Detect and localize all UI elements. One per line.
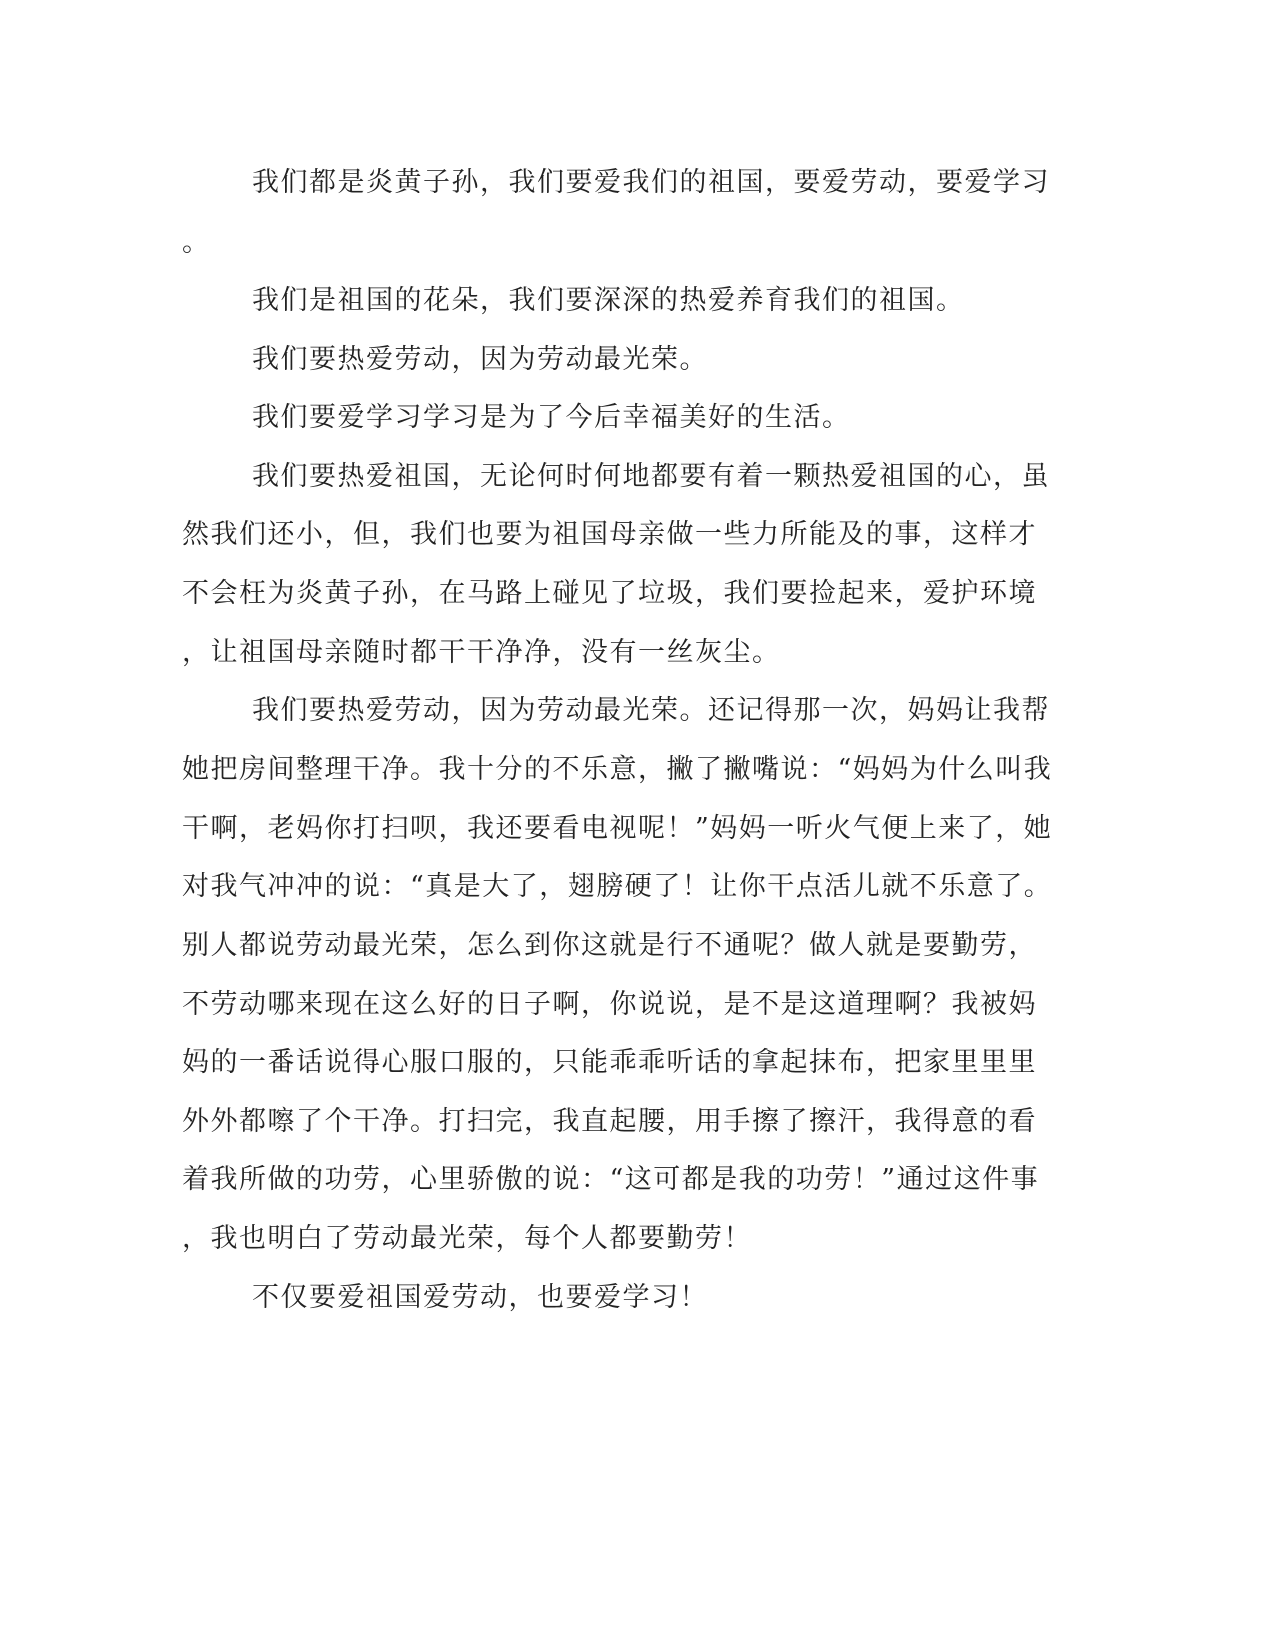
text-line: 干啊，老妈你打扫呗，我还要看电视呢！”妈妈一听火气便上来了，她 (182, 813, 1053, 844)
text-line: 对我气冲冲的说：“真是大了，翅膀硬了！让你干点活儿就不乐意了。 (182, 871, 1053, 902)
text-line: 不劳动哪来现在这么好的日子啊，你说说，是不是这道理啊？我被妈 (182, 989, 1037, 1020)
text-line: 妈的一番话说得心服口服的，只能乖乖听话的拿起抹布，把家里里里 (182, 1047, 1037, 1078)
text-line: 我们要热爱劳动，因为劳动最光荣。 (252, 344, 708, 375)
text-line: 别人都说劳动最光荣，怎么到你这就是行不通呢？做人就是要勤劳， (182, 930, 1037, 961)
text-line: 我们要爱学习学习是为了今后幸福美好的生活。 (252, 402, 851, 433)
text-line: 然我们还小，但，我们也要为祖国母亲做一些力所能及的事，这样才 (182, 519, 1037, 550)
text-line: 我们是祖国的花朵，我们要深深的热爱养育我们的祖国。 (252, 285, 965, 316)
text-line: 我们要热爱劳动，因为劳动最光荣。还记得那一次，妈妈让我帮 (252, 695, 1050, 726)
text-line: ，让祖国母亲随时都干干净净，没有一丝灰尘。 (182, 637, 781, 668)
text-line: ，我也明白了劳动最光荣，每个人都要勤劳！ (182, 1223, 752, 1254)
text-line: 不会枉为炎黄子孙，在马路上碰见了垃圾，我们要捡起来，爱护环境 (182, 578, 1037, 609)
text-line: 我们要热爱祖国，无论何时何地都要有着一颗热爱祖国的心，虽 (252, 461, 1050, 492)
text-line: 我们都是炎黄子孙，我们要爱我们的祖国，要爱劳动，要爱学习 (252, 167, 1050, 198)
text-line: 着我所做的功劳，心里骄傲的说：“这可都是我的功劳！”通过这件事 (182, 1164, 1040, 1195)
text-line: 不仅要爱祖国爱劳动，也要爱学习！ (252, 1282, 708, 1313)
text-line: 她把房间整理干净。我十分的不乐意，撇了撇嘴说：“妈妈为什么叫我 (182, 754, 1053, 785)
text-line: 。 (182, 227, 211, 258)
text-line: 外外都嚓了个干净。打扫完，我直起腰，用手擦了擦汗，我得意的看 (182, 1106, 1037, 1137)
